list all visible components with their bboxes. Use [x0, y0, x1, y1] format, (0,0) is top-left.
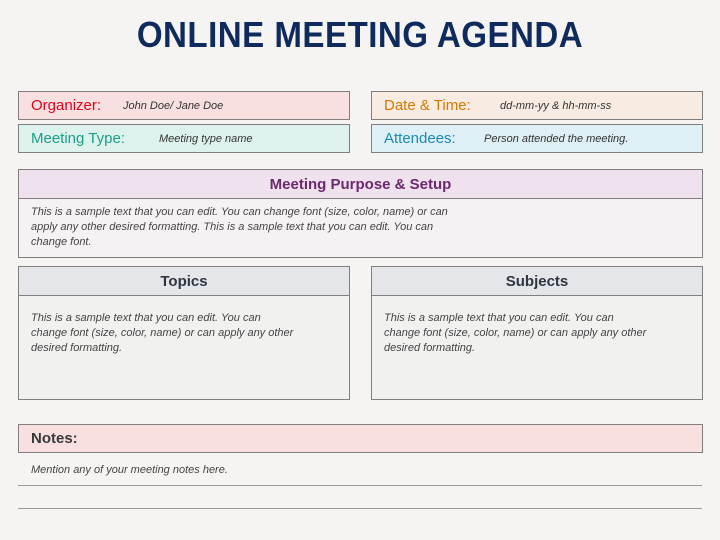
datetime-value[interactable]: dd-mm-yy & hh-mm-ss	[500, 99, 612, 112]
notes-heading: Notes:	[31, 430, 78, 447]
topics-heading: Topics	[19, 267, 349, 296]
subjects-text[interactable]: This is a sample text that you can edit. You can change font (size, color, name) or can apply any other desired formatting.	[384, 312, 647, 354]
datetime-field[interactable]	[371, 91, 703, 120]
attendees-value[interactable]: Person attended the meeting.	[484, 132, 629, 145]
notes-heading-bar	[18, 424, 703, 453]
notes-text[interactable]: Mention any of your meeting notes here.	[31, 464, 228, 476]
datetime-label: Date & Time:	[384, 97, 471, 114]
meeting-type-value[interactable]: Meeting type name	[159, 132, 253, 145]
topics-section	[18, 266, 350, 400]
organizer-field[interactable]	[18, 91, 350, 120]
subjects-heading: Subjects	[372, 267, 702, 296]
purpose-heading: Meeting Purpose & Setup	[19, 170, 702, 199]
subjects-section	[371, 266, 703, 400]
organizer-value[interactable]: John Doe/ Jane Doe	[123, 99, 224, 112]
meeting-type-field[interactable]	[18, 124, 350, 153]
meeting-type-label: Meeting Type:	[31, 130, 125, 147]
purpose-section	[18, 169, 703, 258]
attendees-field[interactable]	[371, 124, 703, 153]
notes-line-2	[18, 508, 702, 509]
purpose-text[interactable]: This is a sample text that you can edit. You can change font (size, color, name) or can apply any other desired formatting. This is a sample text that you can edit. You can change font.	[31, 206, 448, 248]
notes-line-1	[18, 485, 702, 486]
attendees-label: Attendees:	[384, 130, 456, 147]
page-title: ONLINE MEETING AGENDA	[136, 14, 584, 55]
organizer-label: Organizer:	[31, 97, 102, 114]
topics-text[interactable]: This is a sample text that you can edit. You can change font (size, color, name) or can apply any other desired formatting.	[31, 312, 294, 354]
